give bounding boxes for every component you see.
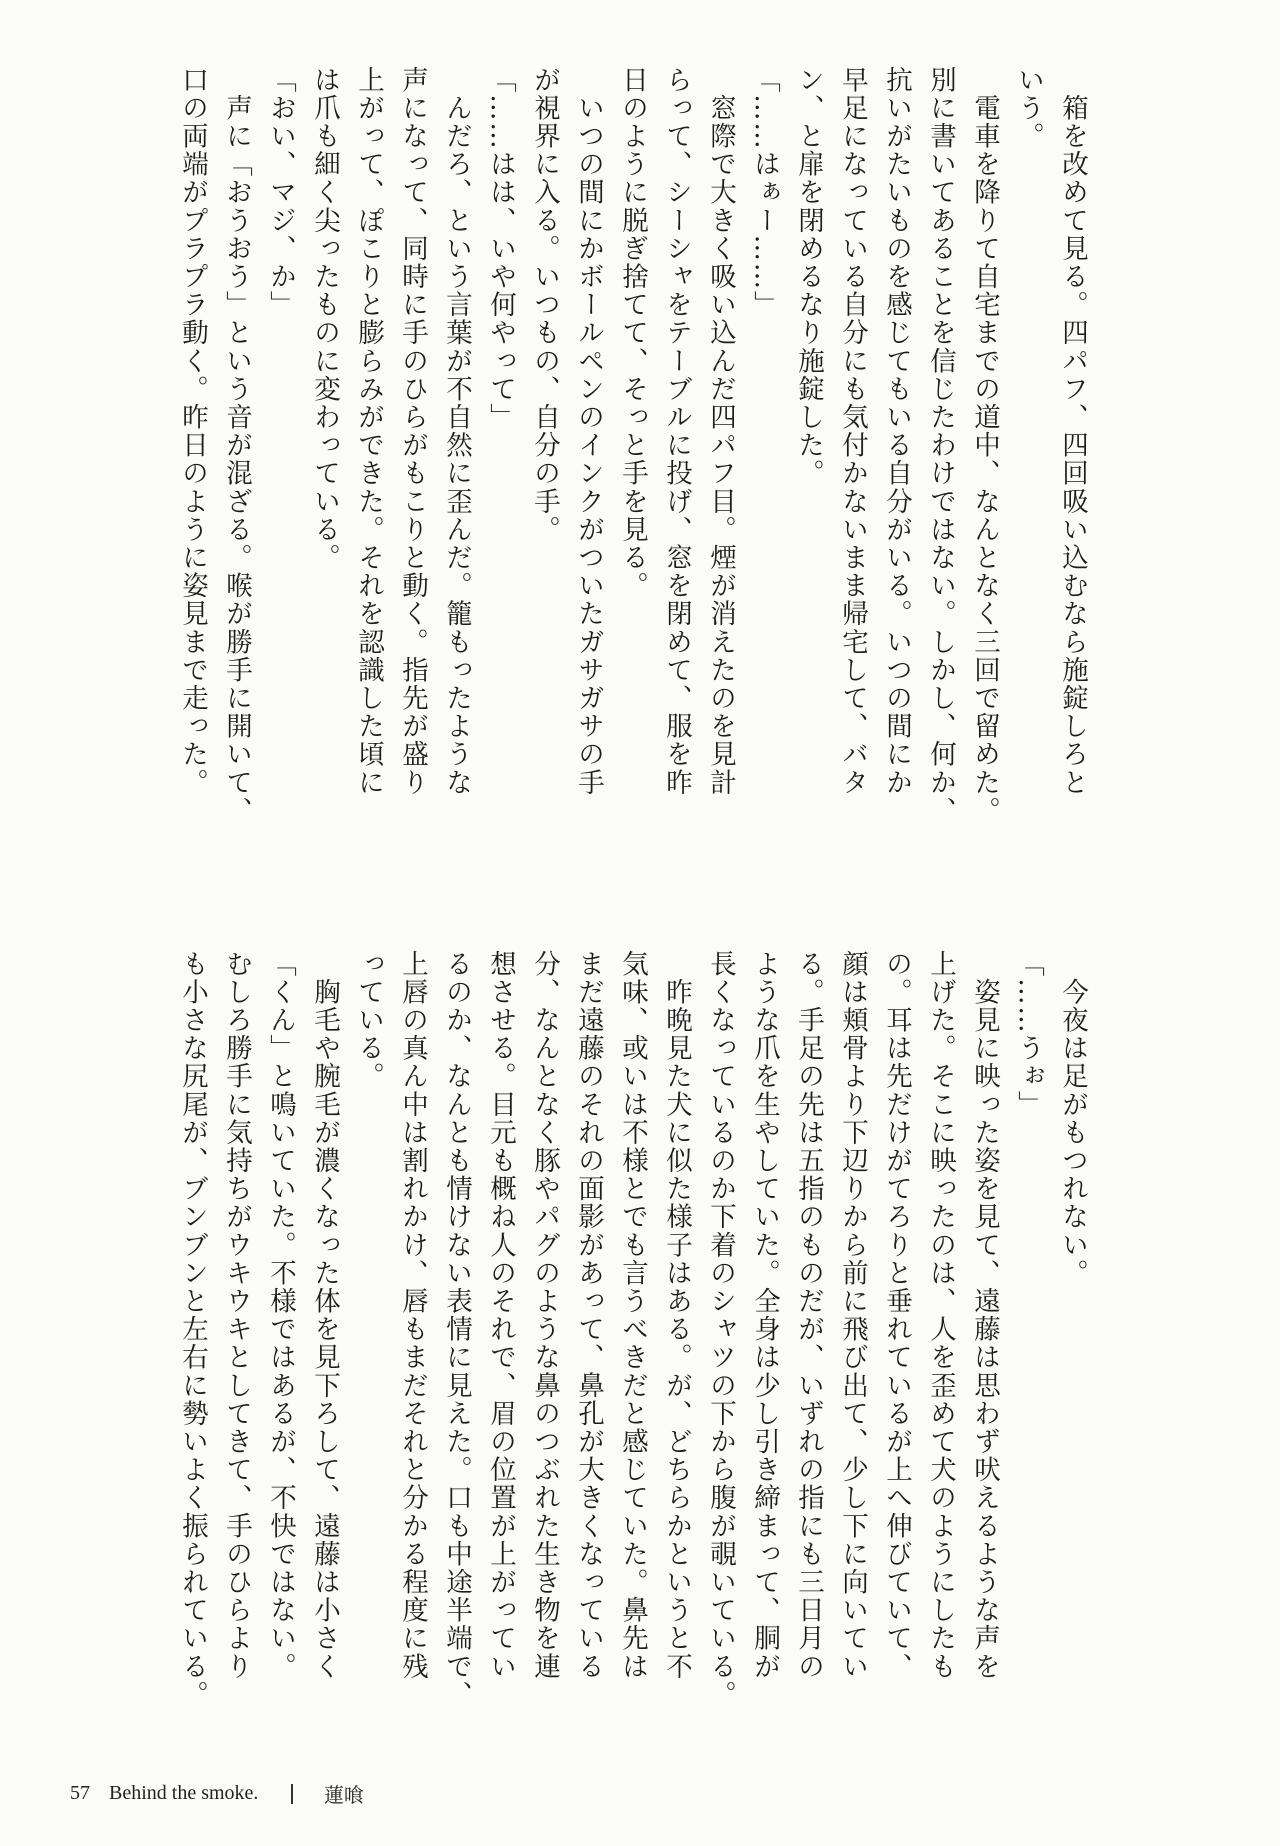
text-column: 上唇の真ん中は割れかけ、唇もまだそれと分かる程度に残	[397, 950, 428, 1681]
text-column: る。手足の先は五指のものだが、いずれの指にも三日月の	[793, 950, 824, 1681]
footer-divider	[291, 1784, 293, 1804]
text-column: 日のように脱ぎ捨てて、そっと手を見る。	[617, 66, 648, 600]
book-title: Behind the smoke.	[109, 1782, 259, 1804]
text-column: 「……うぉ」	[1013, 950, 1044, 1119]
page-number: 57	[70, 1782, 90, 1804]
text-column: 分、なんとなく豚やパグのような鼻のつぶれた生き物を連	[529, 950, 560, 1681]
text-column: んだろ、という言葉が不自然に歪んだ。籠もったような	[441, 66, 472, 797]
text-column: 長くなっているのか下着のシャツの下から腹が覗いている。	[705, 950, 736, 1709]
text-column: ン、と扉を閉めるなり施錠した。	[793, 66, 824, 488]
text-column: 想させる。目元も概ね人のそれで、眉の位置が上がってい	[485, 950, 516, 1681]
text-column: 今夜は足がもつれない。	[1057, 950, 1088, 1288]
text-column: 昨晩見た犬に似た様子はある。が、どちらかというと不	[661, 950, 692, 1681]
text-column: 顔は頬骨より下辺りから前に飛び出て、少し下に向いてい	[837, 950, 868, 1681]
text-column: 上げた。そこに映ったのは、人を歪めて犬のようにしたも	[925, 950, 956, 1681]
text-column: 早足になっている自分にも気付かないまま帰宅して、バタ	[837, 66, 868, 797]
text-block-upper	[170, 66, 1094, 906]
text-column: が視界に入る。いつもの、自分の手。	[529, 66, 560, 544]
text-column: ような爪を生やしていた。全身は少し引き締まって、胴が	[749, 950, 780, 1681]
text-column: 声に「おうおう」という音が混ざる。喉が勝手に開いて、	[221, 66, 252, 825]
text-column: 窓際で大きく吸い込んだ四パフ目。煙が消えたのを見計	[705, 66, 736, 797]
text-column: 「くん」と鳴いていた。不様ではあるが、不快ではない。	[265, 950, 296, 1681]
text-column: むしろ勝手に気持ちがウキウキとしてきて、手のひらより	[221, 950, 252, 1681]
text-column: 口の両端がプラプラ動く。昨日のように姿見まで走った。	[177, 66, 208, 797]
text-column: 胸毛や腕毛が濃くなった体を見下ろして、遠藤は小さく	[309, 950, 340, 1681]
page-footer	[70, 1779, 364, 1808]
text-column: 気味、或いは不様とでも言うべきだと感じていた。鼻先は	[617, 950, 648, 1681]
text-column: は爪も細く尖ったものに変わっている。	[309, 66, 340, 572]
text-column: らって、シーシャをテーブルに投げ、窓を閉めて、服を昨	[661, 66, 692, 797]
text-column: の。耳は先だけがてろりと垂れているが上へ伸びていて、	[881, 950, 912, 1681]
text-column: いう。	[1013, 66, 1044, 151]
text-column: 声になって、同時に手のひらがもこりと動く。指先が盛り	[397, 66, 428, 797]
author-name: 蓮喰	[323, 1785, 364, 1807]
text-column: っている。	[353, 950, 384, 1091]
text-column: 「……はぁー……」	[749, 66, 780, 319]
text-column: るのか、なんとも情けない表情に見えた。口も中途半端で、	[441, 950, 472, 1709]
text-column: 別に書いてあることを信じたわけではない。しかし、何か、	[925, 66, 956, 825]
text-column: まだ遠藤のそれの面影があって、鼻孔が大きくなっている	[573, 950, 604, 1681]
text-column: 箱を改めて見る。四パフ、四回吸い込むなら施錠しろと	[1057, 66, 1088, 797]
text-column: 電車を降りて自宅までの道中、なんとなく三回で留めた。	[969, 66, 1000, 825]
text-column: 上がって、ぽこりと膨らみができた。それを認識した頃に	[353, 66, 384, 797]
text-column: 「……はは、いや何やって」	[485, 66, 516, 432]
text-column: も小さな尻尾が、ブンブンと左右に勢いよく振られている。	[177, 950, 208, 1709]
text-column: 「おい、マジ、か」	[265, 66, 296, 319]
text-block-lower	[170, 950, 1094, 1790]
text-column: 抗いがたいものを感じてもいる自分がいる。いつの間にか	[881, 66, 912, 797]
text-column: いつの間にかボールペンのインクがついたガサガサの手	[573, 66, 604, 797]
text-column: 姿見に映った姿を見て、遠藤は思わず吠えるような声を	[969, 950, 1000, 1681]
